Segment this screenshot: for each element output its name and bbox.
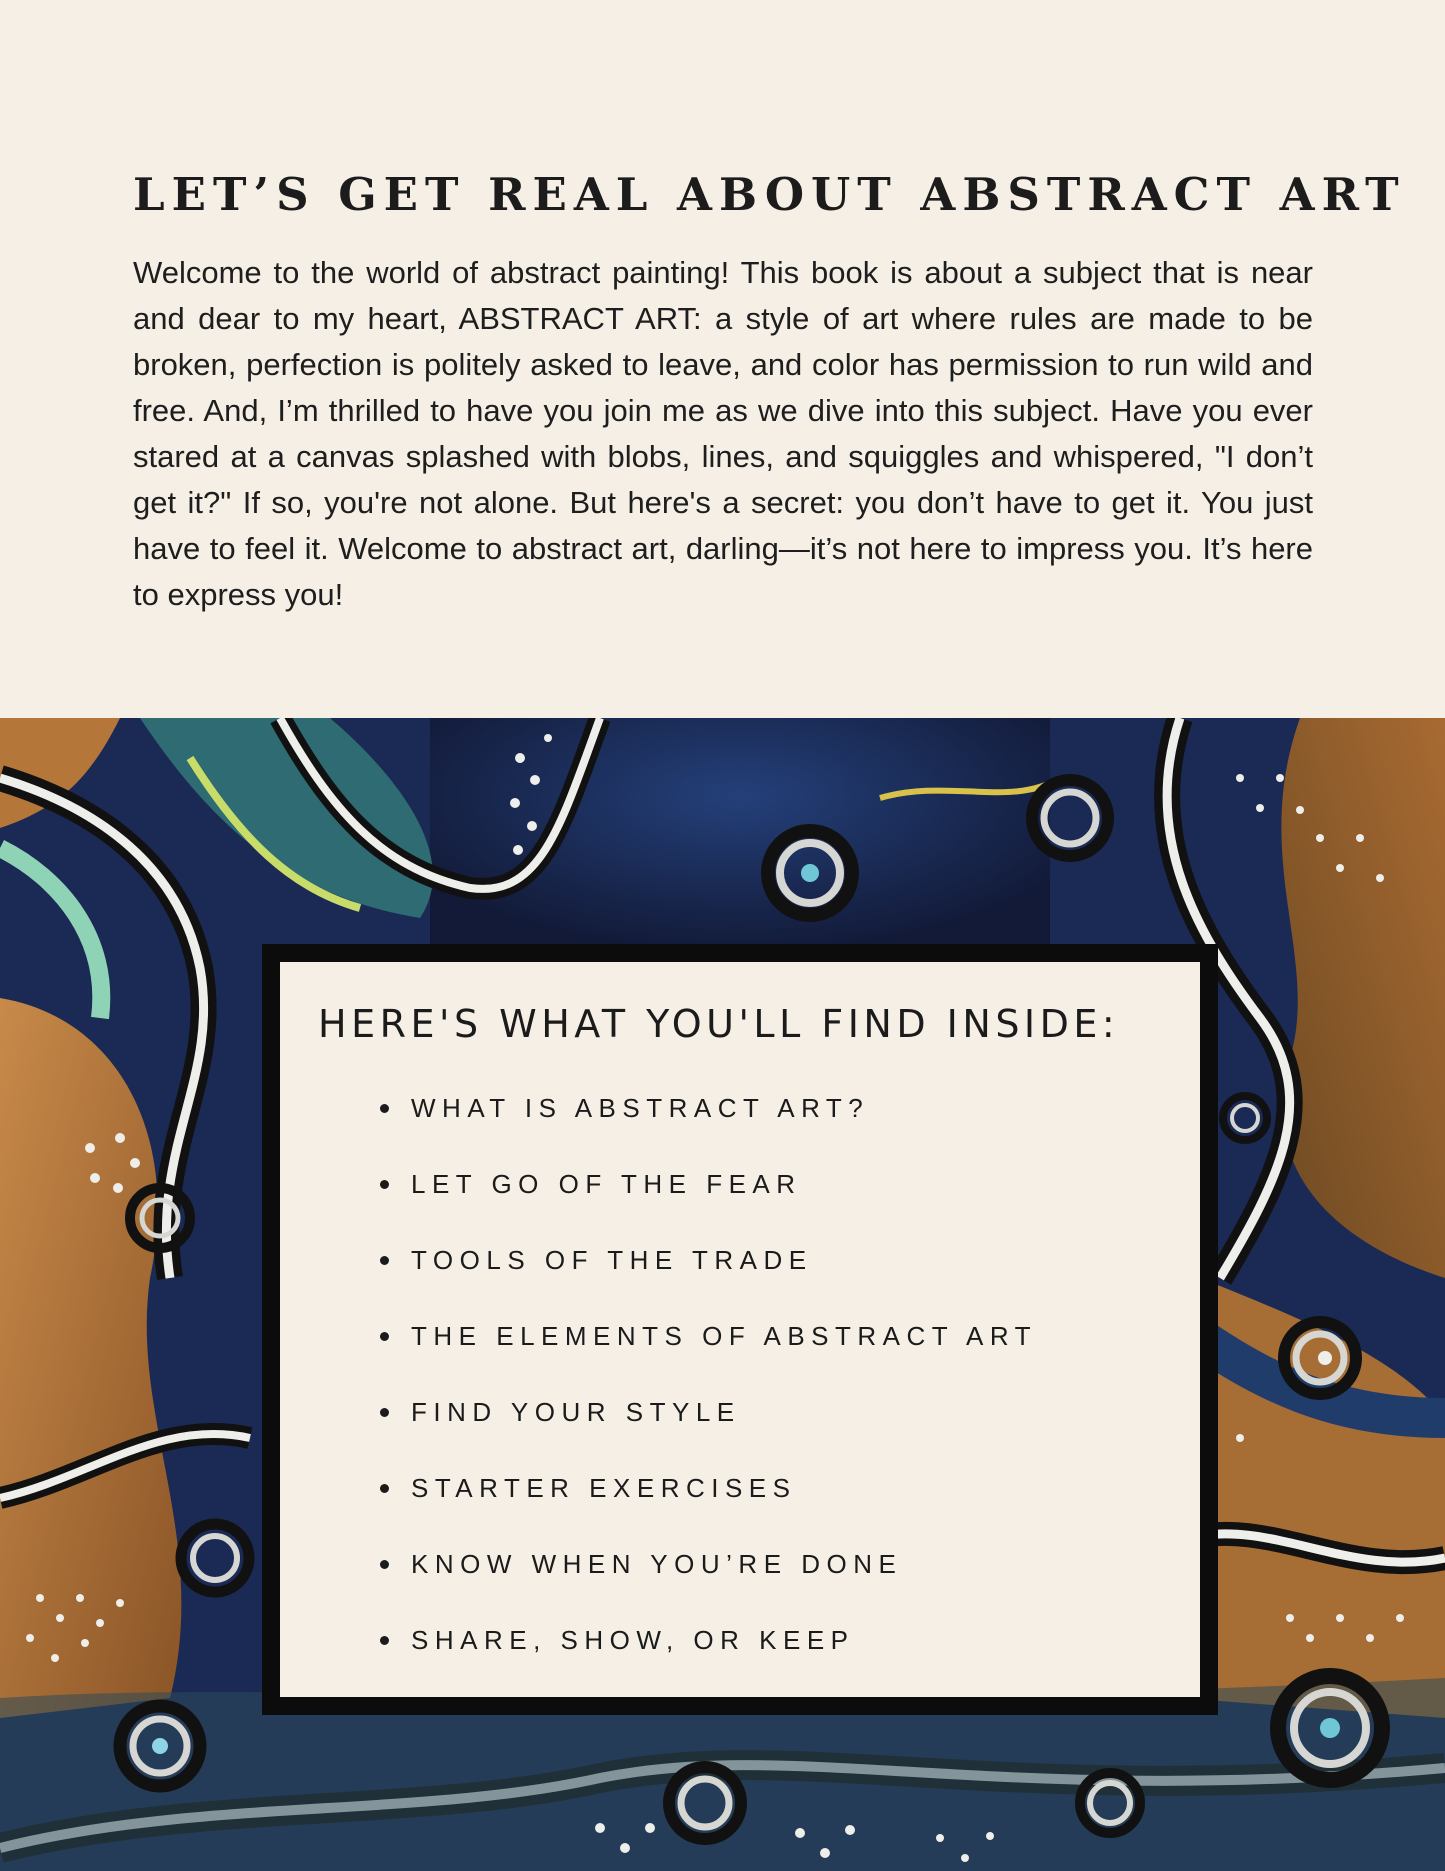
bullet-icon <box>380 1256 389 1265</box>
contents-heading: HERE'S WHAT YOU'LL FIND INSIDE: <box>318 1002 1120 1046</box>
list-item <box>380 1070 1037 1146</box>
list-item-label: THE ELEMENTS OF ABSTRACT ART <box>411 1320 1038 1351</box>
bullet-icon <box>380 1636 389 1645</box>
intro-paragraph: Welcome to the world of abstract painting! This book is about a subject that is near and dear to my heart, ABSTRACT ART: a style of art where rules are made to be broken, perfection is politely asked to leave, and color has permission to run wild and free. And, I’m thrilled to have you join me as we dive into this subject. Have you ever stared at a canvas splashed with blobs, lines, and squiggles and whispered, "I don’t get it?" If so, you're not alone. But here's a secret: you don’t have to get it. You just have to feel it. Welcome to abstract art, darling—it’s not here to impress you. It’s here to express you! <box>133 255 1313 612</box>
bullet-icon <box>380 1484 389 1493</box>
list-item-label: STARTER EXERCISES <box>411 1472 797 1503</box>
list-item <box>380 1526 1037 1602</box>
page-title: LET’S GET REAL ABOUT ABSTRACT ART <box>133 168 1406 221</box>
contents-box <box>262 944 1218 1715</box>
list-item <box>380 1450 1037 1526</box>
bullet-icon <box>380 1332 389 1341</box>
list-item <box>380 1298 1037 1374</box>
list-item-label: FIND YOUR STYLE <box>411 1396 741 1427</box>
list-item <box>380 1602 1037 1678</box>
list-item-label: KNOW WHEN YOU’RE DONE <box>411 1548 903 1579</box>
list-item-label: SHARE, SHOW, OR KEEP <box>411 1624 855 1655</box>
bullet-icon <box>380 1408 389 1417</box>
intro-section <box>0 0 1445 718</box>
list-item-label: WHAT IS ABSTRACT ART? <box>411 1092 870 1123</box>
list-item-label: LET GO OF THE FEAR <box>411 1168 802 1199</box>
contents-list <box>380 1070 1037 1678</box>
list-item-label: TOOLS OF THE TRADE <box>411 1244 813 1275</box>
bullet-icon <box>380 1104 389 1113</box>
bullet-icon <box>380 1180 389 1189</box>
list-item <box>380 1146 1037 1222</box>
list-item <box>380 1374 1037 1450</box>
bullet-icon <box>380 1560 389 1569</box>
list-item <box>380 1222 1037 1298</box>
